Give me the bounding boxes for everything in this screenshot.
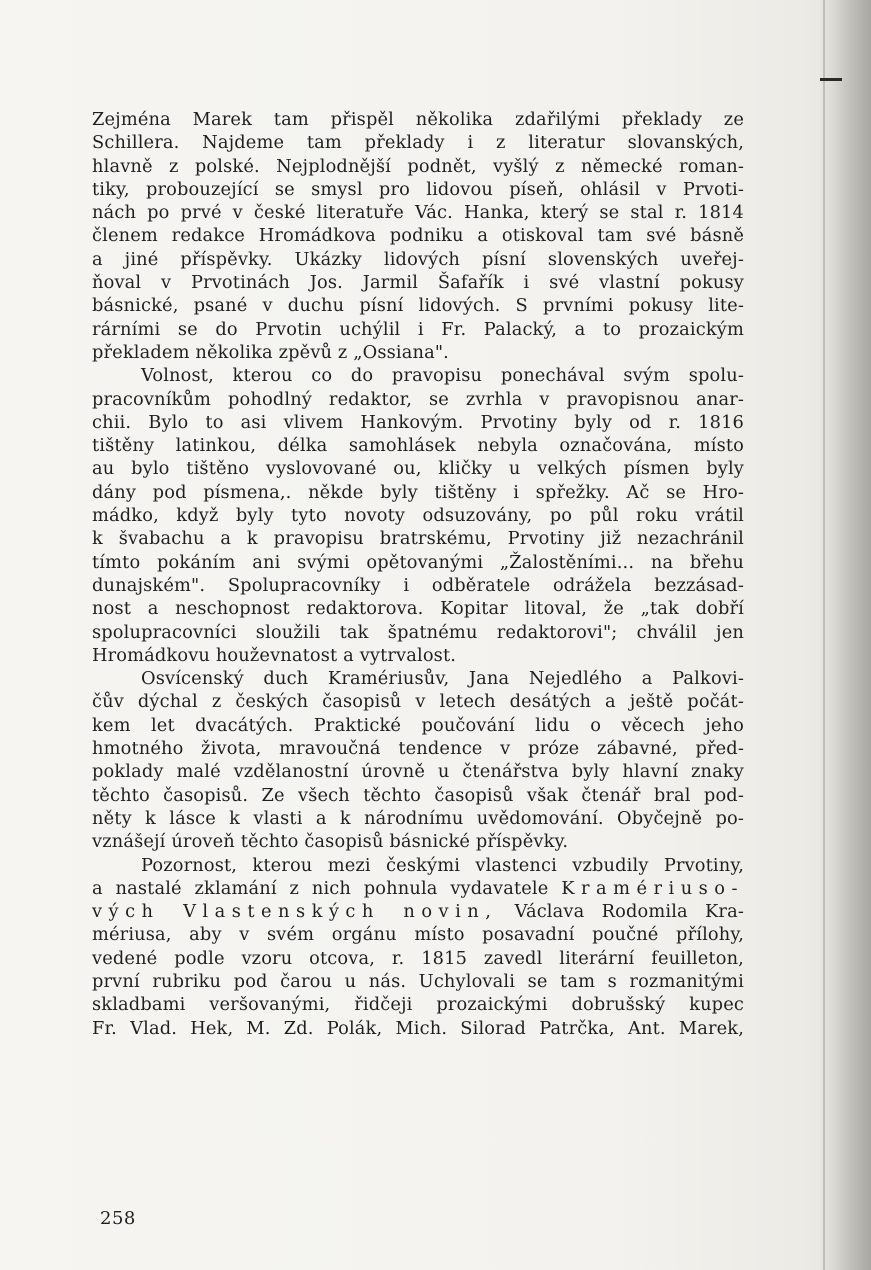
line-text: pracovníkům pohodlný redaktor, se zvrhla v pravopisnou anar- xyxy=(92,388,744,410)
text-line xyxy=(92,644,744,667)
line-text: Fr. Vlad. Hek, M. Zd. Polák, Mich. Silorad Patrčka, Ant. Marek, xyxy=(92,1017,744,1039)
text-line xyxy=(92,947,744,970)
line-text: Hromádkovu houževnatost a vytrvalost. xyxy=(92,644,457,666)
line-text: čův dýchal z českých časopisů v letech desátých a ještě počát- xyxy=(92,691,744,713)
text-line xyxy=(92,854,744,877)
text-line xyxy=(92,388,744,411)
text-line xyxy=(92,760,744,783)
text-line xyxy=(92,621,744,644)
text-line xyxy=(92,341,744,364)
text-line xyxy=(92,1017,744,1040)
line-text: tímto pokáním ani svými opětovanými „Žalostěními... na břehu xyxy=(92,551,744,573)
text-line xyxy=(92,481,744,504)
body-text xyxy=(92,108,744,1040)
line-text: kem let dvacátých. Praktické poučování lidu o věcech jeho xyxy=(92,714,744,736)
line-text: těchto časopisů. Ze všech těchto časopisů však čtenář bral pod- xyxy=(92,784,744,806)
line-text: mériusa, aby v svém orgánu místo posavadní poučné přílohy, xyxy=(92,924,744,946)
text-line xyxy=(92,690,744,713)
line-text: chii. Bylo to asi vlivem Hankovým. Prvotiny byly od r. 1816 xyxy=(92,411,744,433)
spaced-text: Kramériuso- xyxy=(561,877,744,899)
text-line xyxy=(92,364,744,387)
text-line xyxy=(92,155,744,178)
text-line xyxy=(92,900,744,923)
book-binding-shadow xyxy=(818,0,871,1270)
text-line xyxy=(92,877,744,900)
line-text: poklady malé vzdělanostní úrovně u čtenářstva byly hlavní znaky xyxy=(92,761,744,783)
line-text: nách po prvé v české literatuře Vác. Hanka, který se stal r. 1814 xyxy=(92,202,744,224)
text-line xyxy=(92,131,744,154)
text-line xyxy=(92,178,744,201)
line-text: skladbami veršovanými, řidčeji prozaickými dobrušský kupec xyxy=(92,994,744,1016)
text-line xyxy=(92,504,744,527)
text-line xyxy=(92,294,744,317)
line-text: dány pod písmena,. někde byly tištěny i spřežky. Ač se Hro- xyxy=(92,481,744,503)
text-line xyxy=(92,434,744,457)
binding-mark xyxy=(820,78,842,81)
line-text: tiky, probouzející se smysl pro lidovou píseň, ohlásil v Prvoti- xyxy=(92,178,744,200)
line-text: Osvícenský duch Kramériusův, Jana Nejedlého a Palkovi- xyxy=(141,668,744,690)
text-line xyxy=(92,318,744,341)
text-line xyxy=(92,248,744,271)
line-text: členem redakce Hromádkova podniku a otiskoval tam své básně xyxy=(92,225,744,247)
text-line xyxy=(92,737,744,760)
page-number: 258 xyxy=(100,1208,136,1229)
text-line xyxy=(92,457,744,480)
text-line xyxy=(92,923,744,946)
line-text: vedené podle vzoru otcova, r. 1815 zavedl literární feuilleton, xyxy=(92,947,744,969)
line-text: hlavně z polské. Nejplodnější podnět, vyšlý z německé roman- xyxy=(92,155,744,177)
text-line xyxy=(92,993,744,1016)
line-text: a nastalé zklamání z nich pohnula vydavatele xyxy=(92,877,549,899)
text-line xyxy=(92,667,744,690)
text-line xyxy=(92,574,744,597)
line-text: tištěny latinkou, délka samohlásek nebyla označována, místo xyxy=(92,435,744,457)
line-text: překladem několika zpěvů z „Ossiana". xyxy=(92,341,449,363)
line-text: a jiné příspěvky. Ukázky lidových písní slovenských uveřej- xyxy=(92,248,744,270)
text-line xyxy=(92,830,744,853)
text-line xyxy=(92,970,744,993)
spaced-text: vých Vlastenských novin, xyxy=(92,901,498,923)
line-text: au bylo tištěno vyslovované ou, kličky u velkých písmen byly xyxy=(92,458,744,480)
text-line xyxy=(92,527,744,550)
line-text: nost a neschopnost redaktorova. Kopitar litoval, že „tak dobří xyxy=(92,598,744,620)
line-text: hmotného života, mravoučná tendence v próze zábavné, před- xyxy=(92,738,744,760)
line-text: k švabachu a k pravopisu bratrskému, Prvotiny již nezachránil xyxy=(92,528,744,550)
text-line xyxy=(92,551,744,574)
text-line xyxy=(92,784,744,807)
line-text: něty k lásce k vlasti a k národnímu uvědomování. Obyčejně po- xyxy=(92,807,744,829)
line-text: Schillera. Najdeme tam překlady i z literatur slovanských, xyxy=(92,132,744,154)
text-line xyxy=(92,597,744,620)
line-text: rárními se do Prvotin uchýlil i Fr. Palacký, a to prozaickým xyxy=(92,318,744,340)
line-text: dunajském". Spolupracovníky i odběratele odrážela bezzásad- xyxy=(92,574,744,596)
line-text: vznášejí úroveň těchto časopisů básnické příspěvky. xyxy=(92,831,569,853)
text-line xyxy=(92,224,744,247)
line-text: spolupracovníci sloužili tak špatnému redaktorovi"; chválil jen xyxy=(92,621,744,643)
text-line xyxy=(92,714,744,737)
line-text: Volnost, kterou co do pravopisu ponechával svým spolu- xyxy=(141,365,744,387)
line-text: básnické, psané v duchu písní lidových. S prvními pokusy lite- xyxy=(92,295,744,317)
text-line xyxy=(92,271,744,294)
text-line xyxy=(92,411,744,434)
line-text: první rubriku pod čarou u nás. Uchylovali se tam s rozmanitými xyxy=(92,970,744,992)
line-text: Zejména Marek tam přispěl několika zdařilými překlady ze xyxy=(92,109,744,130)
line-text: mádko, když byly tyto novoty odsuzovány, po půl roku vrátil xyxy=(92,505,744,527)
line-tail: Václava Rodomila Kra- xyxy=(514,901,744,923)
binding-edge-line xyxy=(823,0,825,1270)
line-text: Pozornost, kterou mezi českými vlastenci vzbudily Prvotiny, xyxy=(141,854,744,876)
text-line xyxy=(92,108,744,131)
text-line xyxy=(92,201,744,224)
line-text: ňoval v Prvotinách Jos. Jarmil Šafařík i své vlastní pokusy xyxy=(92,272,744,294)
text-line xyxy=(92,807,744,830)
